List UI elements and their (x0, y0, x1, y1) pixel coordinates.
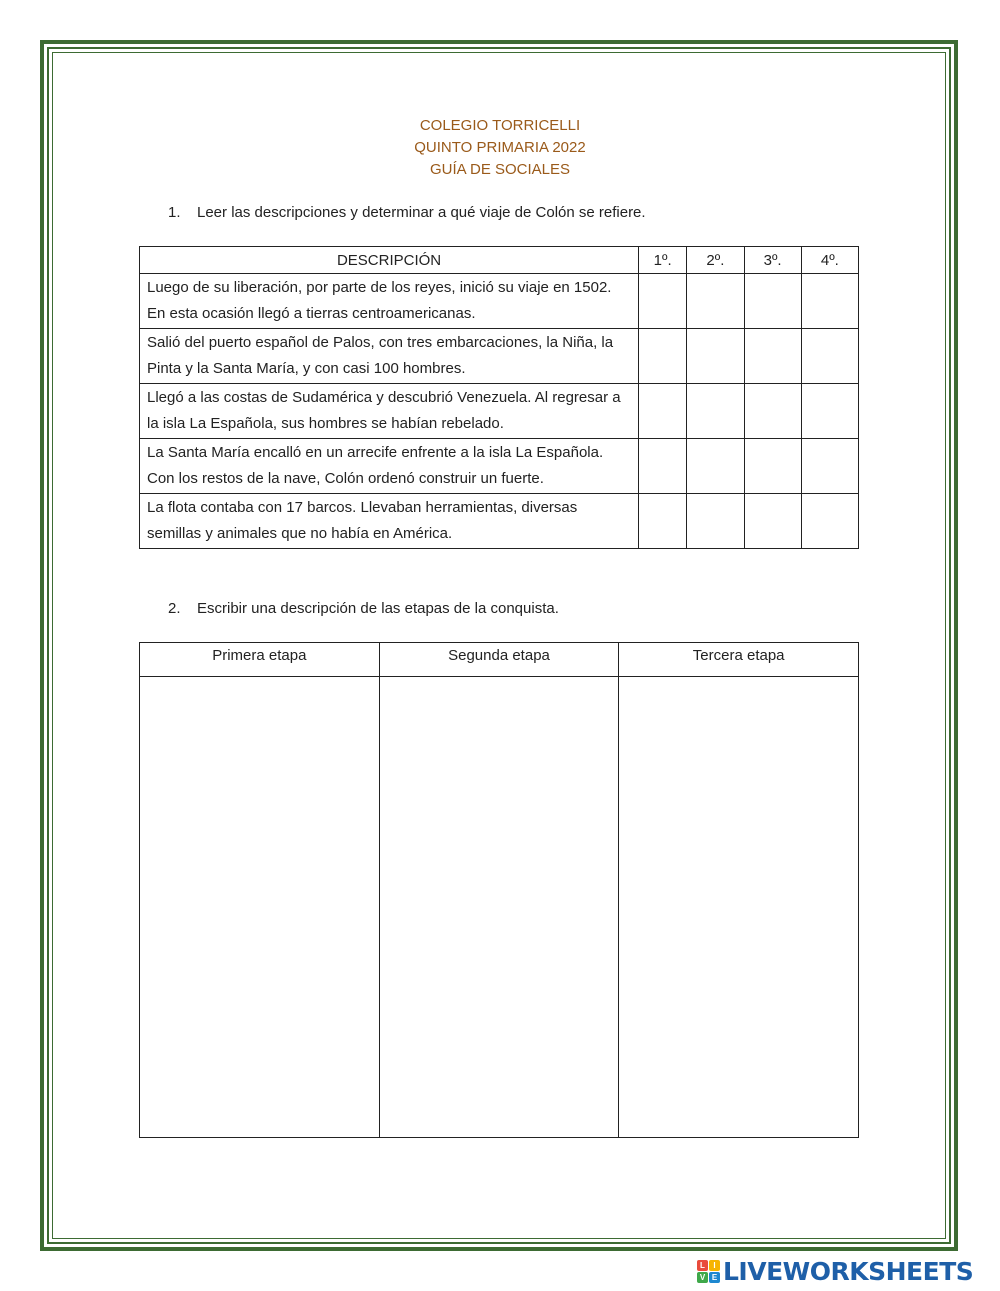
table-row (140, 329, 859, 384)
header-first-stage: Primera etapa (140, 643, 380, 677)
header-trip-1: 1º. (639, 247, 687, 274)
row-description: La Santa María encalló en un arrecife enfrente a la isla La Española. Con los restos de la nave, Colón ordenó construir un fuerte. (140, 439, 639, 494)
answer-cell-trip-4[interactable] (801, 439, 858, 494)
row-description: Salió del puerto español de Palos, con tres embarcaciones, la Niña, la Pinta y la Santa María, y con casi 100 hombres. (140, 329, 639, 384)
table-header-row (140, 247, 859, 274)
answer-cell-trip-4[interactable] (801, 384, 858, 439)
conquest-stages-table (139, 642, 859, 1138)
answer-cell-trip-1[interactable] (639, 384, 687, 439)
answer-cell-trip-2[interactable] (687, 384, 744, 439)
answer-cell-trip-4[interactable] (801, 329, 858, 384)
answer-cell-trip-3[interactable] (744, 384, 801, 439)
answer-cell-trip-1[interactable] (639, 329, 687, 384)
school-name: COLEGIO TORRICELLI (419, 117, 581, 134)
logo-letter-i: I (709, 1260, 720, 1271)
question-2-text: Escribir una descripción de las etapas de la conquista. (197, 600, 559, 617)
answer-cell-trip-1[interactable] (639, 439, 687, 494)
answer-cell-trip-2[interactable] (687, 329, 744, 384)
logo-letter-v: V (697, 1272, 708, 1283)
columbus-voyages-table (139, 246, 859, 549)
answer-cell-trip-1[interactable] (639, 494, 687, 549)
table-header-row (140, 643, 859, 677)
header-trip-2: 2º. (687, 247, 744, 274)
header-third-stage: Tercera etapa (619, 643, 859, 677)
liveworksheets-brand[interactable] (697, 1256, 973, 1286)
question-1-text: Leer las descripciones y determinar a qué viaje de Colón se refiere. (197, 204, 646, 221)
row-description: Llegó a las costas de Sudamérica y descubrió Venezuela. Al regresar a la isla La Española, sus hombres se habían rebelado. (140, 384, 639, 439)
answer-cell-trip-3[interactable] (744, 274, 801, 329)
third-stage-answer-area[interactable] (619, 677, 859, 1138)
answer-cell-trip-3[interactable] (744, 494, 801, 549)
first-stage-answer-area[interactable] (140, 677, 380, 1138)
brand-name: LIVEWORKSHEETS (723, 1256, 974, 1286)
question-2 (168, 600, 559, 617)
answer-cell-trip-3[interactable] (744, 439, 801, 494)
grade-year: QUINTO PRIMARIA 2022 (414, 139, 586, 156)
table-row (140, 274, 859, 329)
question-2-number: 2. (168, 600, 181, 617)
question-1 (168, 204, 646, 221)
question-1-number: 1. (168, 204, 181, 221)
row-description: Luego de su liberación, por parte de los reyes, inició su viaje en 1502. En esta ocasión llegó a tierras centroamericanas. (140, 274, 639, 329)
liveworksheets-logo-icon (697, 1260, 720, 1283)
answer-cell-trip-2[interactable] (687, 439, 744, 494)
answer-cell-trip-4[interactable] (801, 274, 858, 329)
header-second-stage: Segunda etapa (379, 643, 619, 677)
table-row (140, 494, 859, 549)
guide-title: GUÍA DE SOCIALES (429, 161, 571, 178)
answer-cell-trip-2[interactable] (687, 274, 744, 329)
second-stage-answer-area[interactable] (379, 677, 619, 1138)
header-trip-3: 3º. (744, 247, 801, 274)
answer-cell-trip-1[interactable] (639, 274, 687, 329)
table-row (140, 439, 859, 494)
header-description: DESCRIPCIÓN (140, 247, 639, 274)
logo-letter-l: L (697, 1260, 708, 1271)
table-row (140, 677, 859, 1138)
header-trip-4: 4º. (801, 247, 858, 274)
answer-cell-trip-2[interactable] (687, 494, 744, 549)
table-row (140, 384, 859, 439)
answer-cell-trip-3[interactable] (744, 329, 801, 384)
row-description: La flota contaba con 17 barcos. Llevaban herramientas, diversas semillas y animales que no había en América. (140, 494, 639, 549)
answer-cell-trip-4[interactable] (801, 494, 858, 549)
logo-letter-e: E (709, 1272, 720, 1283)
